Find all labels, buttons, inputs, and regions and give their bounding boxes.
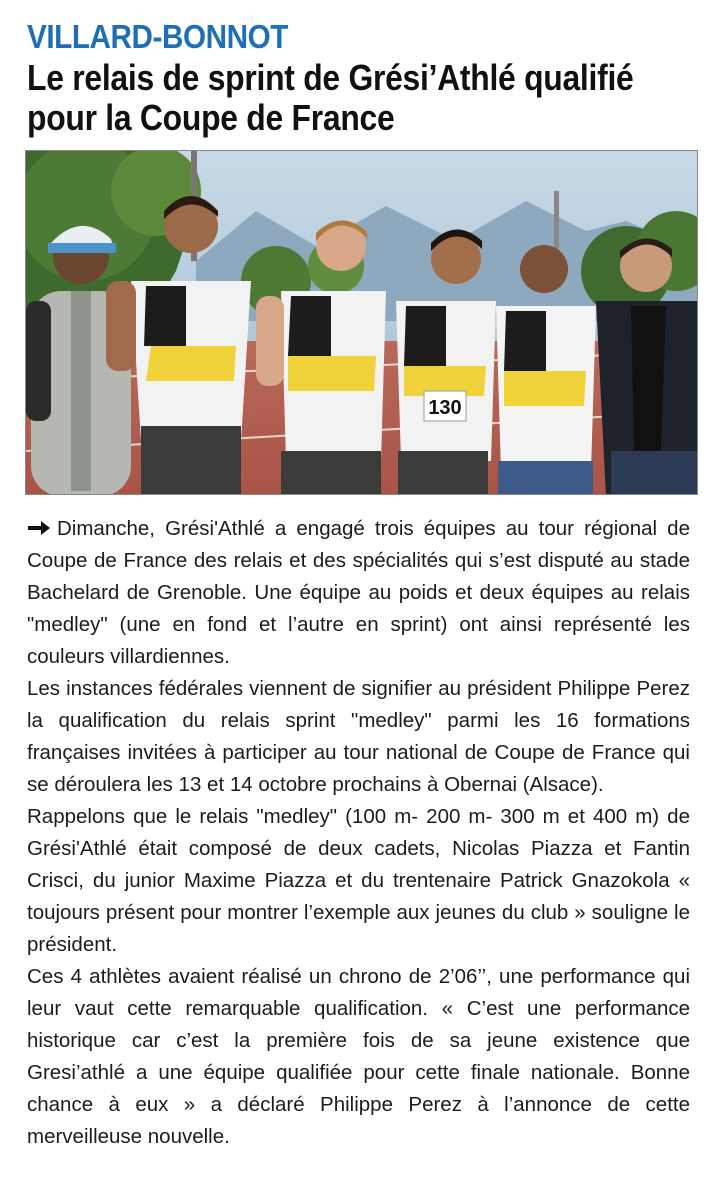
- paragraph-4: Ces 4 athlètes avaient réalisé un chrono de 2’06’’, une performance qui leur vaut cette remarquable qualification. « C’est une performance historique car c’est la première fois de sa jeune existence que Gresi’athlé a une équipe qualifiée pour cette finale nationale. Bonne chance à eux » a déclaré Philippe Perez à l’annonce de cette merveilleuse nouvelle.: [27, 965, 690, 1148]
- paragraph-3: Rappelons que le relais "medley" (100 m- 200 m- 300 m et 400 m) de Grési'Athlé était composé de deux cadets, Nicolas Piazza et Fantin Crisci, du junior Maxime Piazza et du trentenaire Patrick Gnazokola « toujours présent pour montrer l’exemple aux jeunes du club » souligne le président.: [27, 805, 690, 956]
- headline-line-2: pour la Coupe de France: [27, 97, 395, 138]
- bib-number: 130: [428, 397, 462, 419]
- paragraph-1: [27, 513, 690, 673]
- headline-line-1: Le relais de sprint de Grési’Athlé qualifié: [27, 57, 634, 98]
- article-headline: [27, 58, 647, 138]
- section-kicker: VILLARD-BONNOT: [27, 18, 288, 55]
- arrow-right-icon: [27, 519, 51, 537]
- team-photo-illustration: [26, 151, 698, 495]
- paragraph-2: Les instances fédérales viennent de signifier au président Philippe Perez la qualification du relais sprint "medley" parmi les 16 formations françaises invitées à participer au tour national de Coupe de France qui se déroulera les 13 et 14 octobre prochains à Obernai (Alsace).: [27, 677, 690, 796]
- team-photo: [25, 150, 698, 495]
- paragraph-1-text: Dimanche, Grési'Athlé a engagé trois équipes au tour régional de Coupe de France des relais et des spécialités qui s’est disputé au stade Bachelard de Grenoble. Une équipe au poids et deux équipes au relais "medley" (une en fond et l’autre en sprint) ont ainsi représenté les couleurs villardiennes.: [27, 517, 690, 668]
- article-body: [27, 513, 690, 1153]
